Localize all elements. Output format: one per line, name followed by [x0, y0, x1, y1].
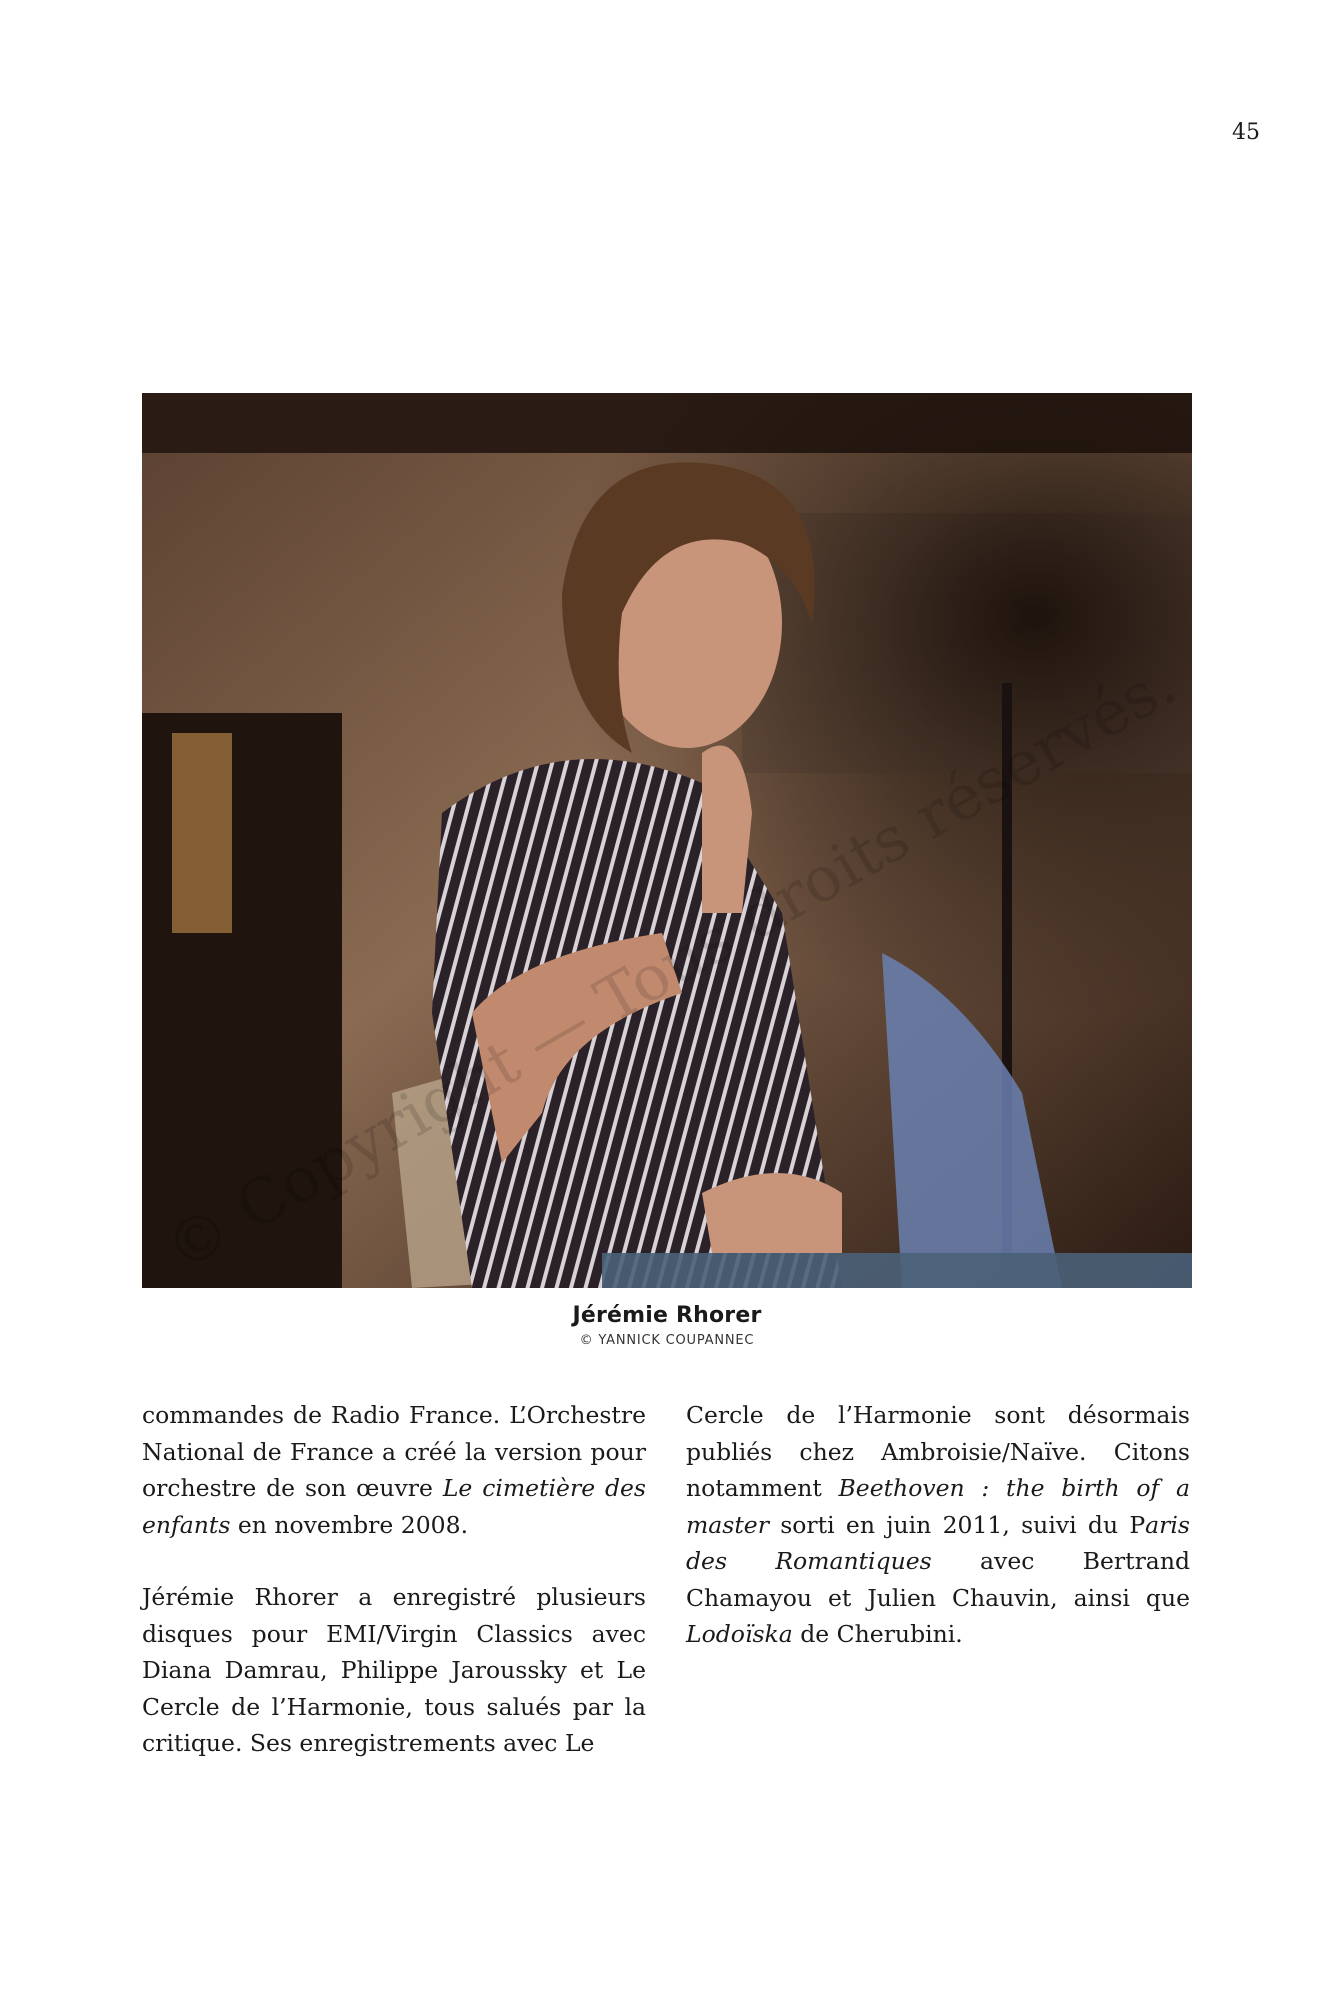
paragraph: Jérémie Rhorer a enregistré plusieurs disques pour EMI/Virgin Classics avec Diana Damrau, Philippe Jaroussky et Le Cercle de l’Harmonie, tous salués par la critique. Ses enregistrements avec Le — [142, 1583, 646, 1757]
page-number: 45 — [1232, 120, 1260, 145]
portrait-photo — [142, 393, 1192, 1288]
paragraph: commandes de Radio France. L’Orchestre National de France a créé la version pour orchestre de son œuvre Le cimetière des enfants en novembre 2008. — [142, 1401, 646, 1539]
paragraph: Cercle de l’Harmonie sont désormais publiés chez Ambroisie/Naïve. Citons notamment Beethoven : the birth of a master sorti en juin 2011, suivi du Paris des Romantiques avec Bertrand Chamayou et Julien Chauvin, ainsi que Lodoïska de Cherubini. — [686, 1401, 1190, 1648]
portrait-image — [142, 393, 1192, 1288]
text-column-left — [142, 1397, 646, 1798]
photo-caption-name: Jérémie Rhorer — [572, 1303, 762, 1328]
text-column-right — [686, 1397, 1190, 1689]
photo-credit: © YANNICK COUPANNEC — [579, 1333, 755, 1348]
